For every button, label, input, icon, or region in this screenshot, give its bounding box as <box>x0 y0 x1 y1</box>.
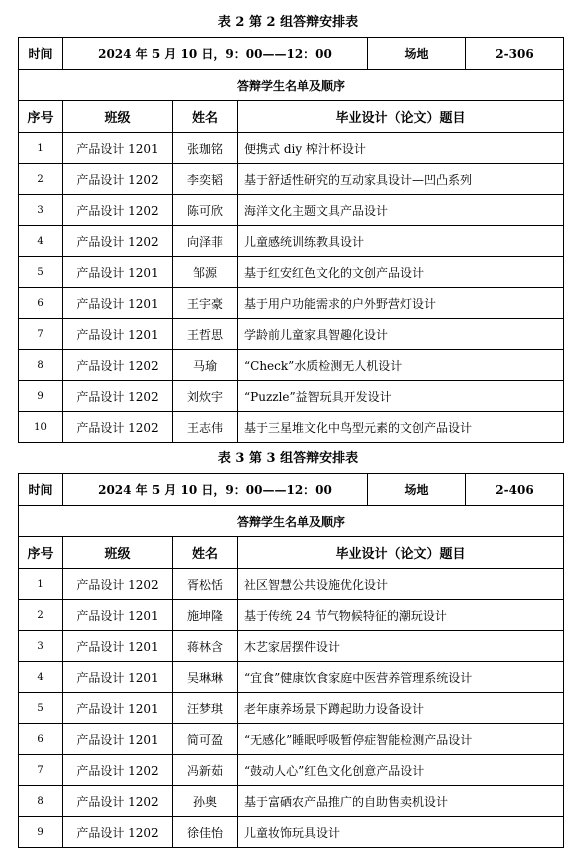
row-topic: “Check”水质检测无人机设计 <box>238 350 564 381</box>
table-row <box>19 133 564 164</box>
table3-section-row <box>19 506 564 537</box>
table-row <box>19 755 564 786</box>
row-topic: 基于用户功能需求的户外野营灯设计 <box>238 288 564 319</box>
row-index: 8 <box>19 786 63 817</box>
row-student-name: 吴琳琳 <box>173 662 238 693</box>
row-class: 产品设计 1201 <box>63 257 173 288</box>
table2-time-row <box>19 38 564 70</box>
row-topic: 便携式 diy 榨汁杯设计 <box>238 133 564 164</box>
row-class: 产品设计 1202 <box>63 569 173 600</box>
table-row <box>19 319 564 350</box>
row-index: 6 <box>19 288 63 319</box>
row-index: 3 <box>19 195 63 226</box>
row-index: 7 <box>19 755 63 786</box>
row-topic: “宜食”健康饮食家庭中医营养管理系统设计 <box>238 662 564 693</box>
table-row <box>19 164 564 195</box>
table-row <box>19 662 564 693</box>
row-student-name: 刘炊宇 <box>173 381 238 412</box>
header-class: 班级 <box>63 537 173 569</box>
row-class: 产品设计 1201 <box>63 693 173 724</box>
row-student-name: 孙奥 <box>173 786 238 817</box>
place-value: 2-406 <box>466 474 564 506</box>
table-row <box>19 226 564 257</box>
row-index: 4 <box>19 226 63 257</box>
header-index: 序号 <box>19 101 63 133</box>
row-index: 3 <box>19 631 63 662</box>
place-label: 场地 <box>368 38 466 70</box>
row-student-name: 陈可欣 <box>173 195 238 226</box>
table-row <box>19 381 564 412</box>
row-student-name: 张珈铭 <box>173 133 238 164</box>
row-topic: “鼓动人心”红色文化创意产品设计 <box>238 755 564 786</box>
row-index: 2 <box>19 600 63 631</box>
time-label: 时间 <box>19 474 63 506</box>
header-topic: 毕业设计（论文）题目 <box>238 101 564 133</box>
row-student-name: 施坤隆 <box>173 600 238 631</box>
row-index: 9 <box>19 817 63 848</box>
row-class: 产品设计 1202 <box>63 195 173 226</box>
row-index: 10 <box>19 412 63 443</box>
row-student-name: 向泽菲 <box>173 226 238 257</box>
row-topic: 海洋文化主题文具产品设计 <box>238 195 564 226</box>
row-class: 产品设计 1201 <box>63 600 173 631</box>
row-student-name: 冯新茹 <box>173 755 238 786</box>
row-class: 产品设计 1202 <box>63 164 173 195</box>
row-class: 产品设计 1202 <box>63 817 173 848</box>
table-row <box>19 786 564 817</box>
row-class: 产品设计 1202 <box>63 755 173 786</box>
row-index: 5 <box>19 693 63 724</box>
row-student-name: 王哲思 <box>173 319 238 350</box>
table-row <box>19 600 564 631</box>
row-student-name: 李奕韬 <box>173 164 238 195</box>
row-index: 4 <box>19 662 63 693</box>
row-class: 产品设计 1201 <box>63 662 173 693</box>
table-row <box>19 631 564 662</box>
time-value: 2024 年 5 月 10 日，9：00——12：00 <box>63 38 368 70</box>
row-student-name: 胥松恬 <box>173 569 238 600</box>
row-class: 产品设计 1202 <box>63 350 173 381</box>
header-index: 序号 <box>19 537 63 569</box>
row-class: 产品设计 1202 <box>63 786 173 817</box>
table3-header-row <box>19 537 564 569</box>
header-name: 姓名 <box>173 537 238 569</box>
table-row <box>19 817 564 848</box>
row-index: 2 <box>19 164 63 195</box>
table3 <box>18 473 564 848</box>
row-topic: 基于红安红色文化的文创产品设计 <box>238 257 564 288</box>
row-index: 8 <box>19 350 63 381</box>
table-row <box>19 693 564 724</box>
time-value: 2024 年 5 月 10 日，9：00——12：00 <box>63 474 368 506</box>
table-row <box>19 195 564 226</box>
row-student-name: 王志伟 <box>173 412 238 443</box>
row-student-name: 邹源 <box>173 257 238 288</box>
section-title: 答辩学生名单及顺序 <box>19 506 564 537</box>
row-index: 5 <box>19 257 63 288</box>
row-topic: 儿童妆饰玩具设计 <box>238 817 564 848</box>
table2-header-row <box>19 101 564 133</box>
header-topic: 毕业设计（论文）题目 <box>238 537 564 569</box>
table-row <box>19 288 564 319</box>
row-topic: 社区智慧公共设施优化设计 <box>238 569 564 600</box>
row-topic: 基于三星堆文化中鸟型元素的文创产品设计 <box>238 412 564 443</box>
table2-caption: 表 2 第 2 组答辩安排表 <box>217 15 359 30</box>
section-title: 答辩学生名单及顺序 <box>19 70 564 101</box>
table-row <box>19 569 564 600</box>
row-student-name: 马瑜 <box>173 350 238 381</box>
row-index: 1 <box>19 133 63 164</box>
row-class: 产品设计 1202 <box>63 381 173 412</box>
row-student-name: 简可盈 <box>173 724 238 755</box>
row-class: 产品设计 1201 <box>63 724 173 755</box>
row-class: 产品设计 1201 <box>63 288 173 319</box>
row-topic: “Puzzle”益智玩具开发设计 <box>238 381 564 412</box>
row-class: 产品设计 1202 <box>63 412 173 443</box>
table-row <box>19 257 564 288</box>
row-topic: 基于富硒农产品推广的自助售卖机设计 <box>238 786 564 817</box>
place-value: 2-306 <box>466 38 564 70</box>
row-topic: 学龄前儿童家具智趣化设计 <box>238 319 564 350</box>
row-topic: “无感化”睡眠呼吸暂停症智能检测产品设计 <box>238 724 564 755</box>
table3-caption: 表 3 第 3 组答辩安排表 <box>217 451 359 466</box>
header-name: 姓名 <box>173 101 238 133</box>
row-index: 1 <box>19 569 63 600</box>
row-student-name: 蒋林含 <box>173 631 238 662</box>
row-topic: 老年康养场景下蹲起助力设备设计 <box>238 693 564 724</box>
row-class: 产品设计 1202 <box>63 226 173 257</box>
row-index: 7 <box>19 319 63 350</box>
row-topic: 基于传统 24 节气物候特征的潮玩设计 <box>238 600 564 631</box>
table2-section-row <box>19 70 564 101</box>
table2 <box>18 37 564 443</box>
header-class: 班级 <box>63 101 173 133</box>
row-class: 产品设计 1201 <box>63 631 173 662</box>
table-row <box>19 412 564 443</box>
row-student-name: 王宇豪 <box>173 288 238 319</box>
table-row <box>19 350 564 381</box>
row-topic: 基于舒适性研究的互动家具设计—凹凸系列 <box>238 164 564 195</box>
row-topic: 儿童感统训练教具设计 <box>238 226 564 257</box>
row-topic: 木艺家居摆件设计 <box>238 631 564 662</box>
place-label: 场地 <box>368 474 466 506</box>
row-class: 产品设计 1201 <box>63 319 173 350</box>
table3-time-row <box>19 474 564 506</box>
table-row <box>19 724 564 755</box>
row-index: 6 <box>19 724 63 755</box>
row-student-name: 汪梦琪 <box>173 693 238 724</box>
row-class: 产品设计 1201 <box>63 133 173 164</box>
row-student-name: 徐佳怡 <box>173 817 238 848</box>
row-index: 9 <box>19 381 63 412</box>
time-label: 时间 <box>19 38 63 70</box>
